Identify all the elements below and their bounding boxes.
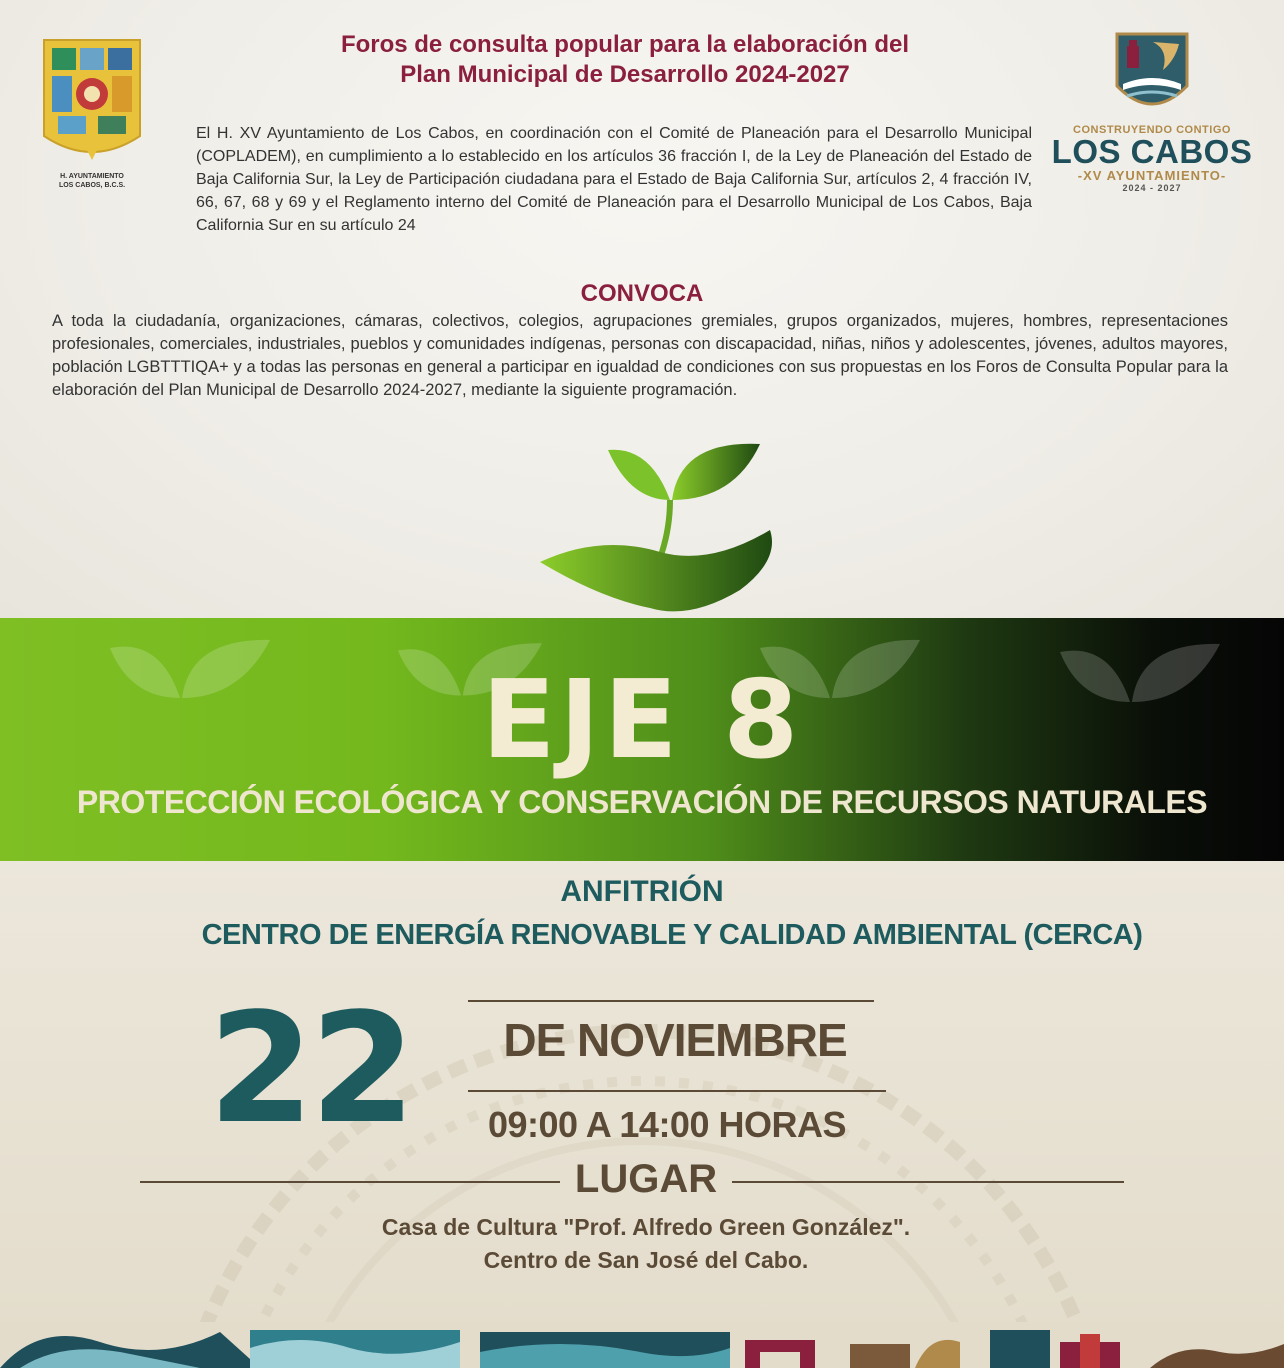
intro-paragraph: El H. XV Ayuntamiento de Los Cabos, en coordinación con el Comité de Planeación para el Desarrollo Municipal (COPLADEM), en cumplimiento a lo establecido en los artículos 36 fracción I, de la Ley de Planeación del Estado de Baja California Sur, la Ley de Participación ciudadana para el Estado de Baja California Sur, artículos 2, 4 fracción IV, 66, 67, 68 y 69 y el Reglamento interno del Comité de Planeación para el Desarrollo Municipal de Los Cabos, Baja California Sur en su artículo 24 <box>196 125 1032 234</box>
title-line1: Foros de consulta popular para la elaboración del <box>340 31 910 58</box>
place-line2: Centro de San José del Cabo. <box>483 1247 809 1273</box>
los-cabos-logo <box>1048 30 1256 220</box>
logo-tagline: CONSTRUYENDO CONTIGO <box>1073 124 1231 136</box>
logo-subtitle: -XV AYUNTAMIENTO- <box>1077 168 1227 183</box>
divider <box>468 1090 886 1092</box>
convoca-paragraph: A toda la ciudadanía, organizaciones, cámaras, colectivos, colegios, agrupaciones gremiales, grupos organizados, mujeres, hombres, representaciones profesionales, comerciales, industriales, pueblos y comunidades indígenas, personas con discapacidad, niñas, niños y adolescentes, jóvenes, adultos mayores, población LGBTTTIQA+ y a todas las personas en general a participar en igualdad de condiciones con sus propuestas en los Foros de Consulta Popular para la elaboración del Plan Municipal de Desarrollo 2024-2027, mediante la siguiente programación. <box>52 312 1228 399</box>
plant-in-hand-icon <box>520 430 800 620</box>
header-section <box>0 0 1284 618</box>
divider <box>468 1000 874 1002</box>
event-day: 22 <box>208 980 412 1157</box>
logo-name: LOS CABOS <box>1051 133 1253 170</box>
los-cabos-shield-icon <box>1113 30 1191 122</box>
axis-number: EJE 8 <box>481 658 803 783</box>
page-title <box>240 30 1010 90</box>
coat-of-arms-icon <box>40 36 144 166</box>
logo-years: 2024 - 2027 <box>1122 183 1182 193</box>
axis-banner <box>0 618 1284 861</box>
place-heading: LUGAR <box>574 1157 718 1201</box>
coat-of-arms-caption <box>40 172 144 190</box>
host-name: CENTRO DE ENERGÍA RENOVABLE Y CALIDAD AMBIENTAL (CERCA) <box>201 919 1143 951</box>
axis-theme: PROTECCIÓN ECOLÓGICA Y CONSERVACIÓN DE RECURSOS NATURALES <box>76 784 1208 820</box>
place-details <box>0 1211 1284 1277</box>
event-details <box>0 861 1284 1368</box>
coat-caption-line1: H. AYUNTAMIENTO <box>60 173 124 180</box>
place-line1: Casa de Cultura "Prof. Alfredo Green González". <box>381 1214 911 1240</box>
event-month: DE NOVIEMBRE <box>503 1014 847 1066</box>
title-line2: Plan Municipal de Desarrollo 2024-2027 <box>400 61 850 88</box>
host-heading: ANFITRIÓN <box>560 875 724 908</box>
convoca-heading: CONVOCA <box>580 280 704 307</box>
event-hours: 09:00 A 14:00 HORAS <box>488 1104 846 1145</box>
decorative-footer-strip <box>0 1322 1284 1368</box>
coat-caption-line2: LOS CABOS, B.C.S. <box>58 182 126 189</box>
